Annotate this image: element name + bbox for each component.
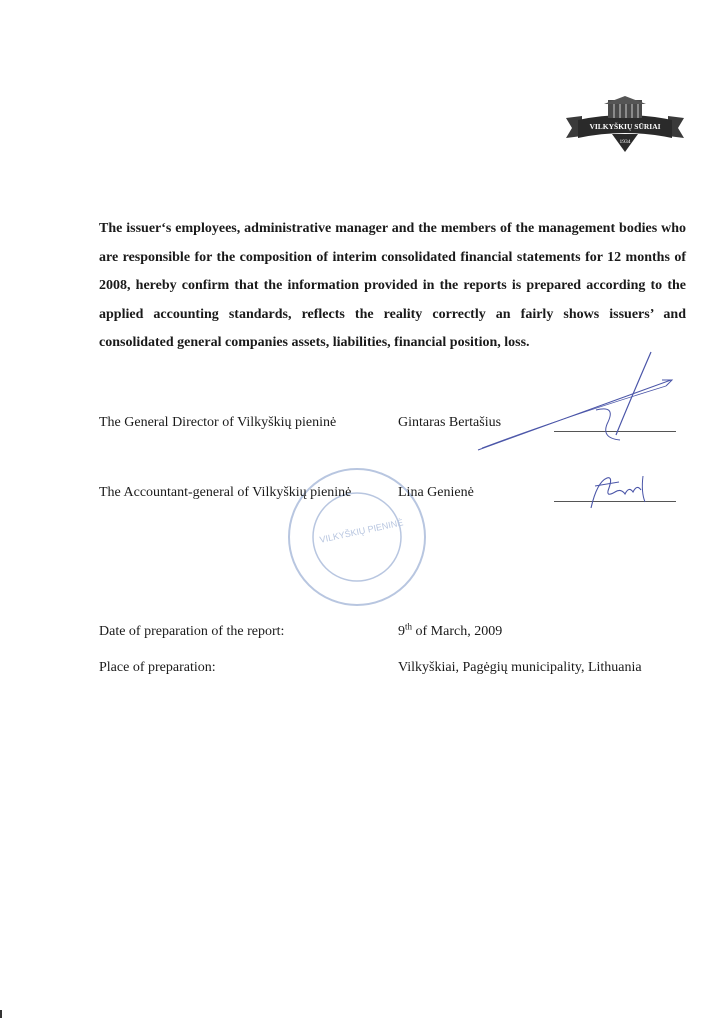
logo-year: 1934 [619, 139, 631, 145]
logo-brand-text: VILKYŠKIŲ SŪRIAI [589, 122, 661, 131]
date-label: Date of preparation of the report: [99, 624, 285, 639]
signature-1 [476, 350, 681, 460]
signatory-2-position: The Accountant-general of Vilkyškių pieninė [99, 485, 352, 500]
confirmation-statement: The issuer‘s employees, administrative manager and the members of the management bodies who are responsible for the composition of interim consolidated financial statements for 12 months of 2008, hereby confirm that the information provided in the reports is prepared according to the applied accounting standards, reflects the reality correctly an fairly shows issuers’ and consolidated general companies assets, liabilities, financial position, loss. [99, 221, 686, 350]
signatory-1-name: Gintaras Bertašius [398, 415, 502, 430]
signatory-2-name: Lina Genienė [398, 485, 474, 500]
signature-2 [585, 472, 655, 512]
scan-mark [0, 1010, 2, 1018]
place-label: Place of preparation: [99, 660, 216, 675]
place-value: Vilkyškiai, Pagėgių municipality, Lithuania [398, 660, 642, 675]
stamp-text: VILKYŠKIŲ PIENINĖ [318, 517, 405, 545]
date-day: 9 [398, 624, 405, 639]
company-logo [564, 96, 686, 158]
date-suffix: th [405, 621, 413, 632]
signatory-1-position: The General Director of Vilkyškių pieninė [99, 415, 337, 430]
date-value [398, 623, 502, 641]
date-rest: of March, 2009 [412, 624, 503, 639]
